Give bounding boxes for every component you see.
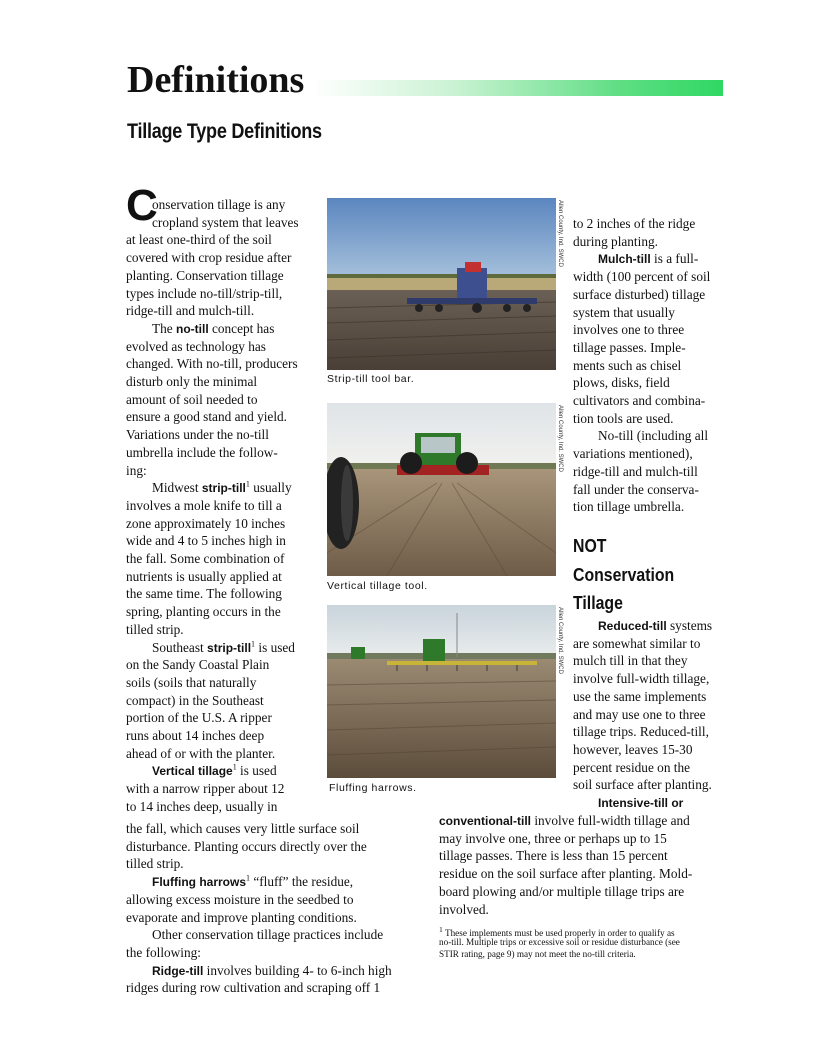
text-run: compact) in the Southeast [126,692,264,708]
text-run: fall under the conserva- [573,481,699,497]
text-run: percent residue on the [573,759,691,775]
text-line [126,267,284,285]
text-line [598,427,708,445]
text-run: evaporate and improve planting conditions. [126,909,357,925]
text-run: tillage trips. Reduced-till, [573,724,709,740]
text-run: Variations under the no-till [126,427,269,443]
text-run: soil surface after planting. [573,777,712,793]
text-run: width (100 percent of soil [573,269,711,285]
text-run: allowing excess moisture in the seedbed to [126,891,354,907]
text-line [126,515,285,533]
text-run: planting. Conservation tillage [126,267,284,283]
text-line [573,635,700,653]
text-line [152,873,353,891]
text-run: the fall, which causes very little surface soil [126,821,360,836]
page-subtitle: Tillage Type Definitions [127,120,322,143]
text-line [598,617,712,635]
text-run: is used [236,763,277,779]
term-bold: Mulch-till [598,252,651,267]
text-line [126,838,367,856]
footnote-marker: 1 [439,925,443,934]
text-run: at least one-third of the soil [126,232,272,248]
text-line [126,745,275,763]
text-line [573,741,692,759]
text-line [126,497,282,515]
text-run: soils (soils that naturally [126,674,257,690]
footnote-marker: 1 [232,762,237,772]
text-run: ridge-till and mulch-till. [126,303,255,319]
text-line [126,355,298,373]
text-line [439,936,680,948]
text-line [439,847,668,865]
text-line [126,621,184,639]
text-line [126,603,281,621]
text-line [126,674,256,692]
text-line [573,688,706,706]
photo-caption: Vertical tillage tool. [327,580,428,592]
text-line [126,585,282,603]
text-line [126,727,264,745]
text-line [152,962,392,980]
text-line [126,568,282,586]
text-run: ridge-till and mulch-till [573,463,698,479]
text-line [439,901,489,919]
term-bold: strip-till [207,640,252,655]
text-run: involves building 4- to 6-inch high [203,962,392,978]
term-bold: Ridge-till [152,963,204,978]
text-line [573,339,686,357]
text-run: plows, disks, field [573,375,670,391]
text-line [126,285,282,303]
text-run: the following: [126,944,201,960]
text-line [126,909,357,927]
text-run: Southeast [152,639,208,655]
text-line [573,670,709,688]
text-run: however, leaves 15-30 [573,741,693,757]
text-line [439,812,690,830]
text-line [126,709,272,727]
text-line [598,250,698,268]
text-run: ridges during row cultivation and scraping off 1 [126,980,381,996]
text-line [573,215,695,233]
text-line [573,706,706,724]
text-run: changed. With no-till, producers [126,356,298,372]
text-run: disturbance. Planting occurs directly over the [126,838,367,854]
term-bold: Intensive-till or [598,796,684,810]
text-line [152,320,274,338]
text-run: amount of soil needed to [126,391,258,407]
text-run: involved. [439,901,489,917]
text-line [126,891,353,909]
text-line [126,692,264,710]
term-bold: Fluffing harrows [152,875,246,890]
text-line [573,410,673,428]
text-run: variations mentioned), [573,446,693,462]
footnote-marker: 1 [245,479,250,489]
text-run: runs about 14 inches deep [126,728,265,743]
text-run: ments such as chisel [573,357,682,373]
text-run: wide and 4 to 5 inches high in [126,533,286,549]
title-gradient-bar [312,80,723,96]
text-run: spring, planting occurs in the [126,604,281,620]
footnote-marker: 1 [246,873,250,883]
text-run: to 2 inches of the ridge [573,216,696,231]
drop-cap: C [126,181,158,230]
text-line [573,357,681,375]
text-line [573,233,658,251]
text-run: Other conservation tillage practices include [152,927,384,943]
text-run: concept has [208,320,275,336]
text-line [573,463,698,481]
text-run: ing: [126,462,147,478]
text-line [126,249,291,267]
text-line [573,652,687,670]
text-run: nutrients is usually applied at [126,568,282,584]
text-line [152,926,383,944]
text-line [126,231,272,249]
text-line [126,408,287,426]
text-line [126,820,359,838]
photo-fluffing-harrows [327,605,556,778]
text-run: usually [249,480,292,496]
text-run: residue on the soil surface after planting. Mold- [439,866,693,882]
text-run: systems [666,618,713,633]
text-run: These implements must be used properly in order to qualify as [442,928,675,939]
text-run: No-till (including all [598,428,709,444]
text-run: “fluff” the residue, [250,874,354,890]
text-run: system that usually [573,304,675,320]
text-run: the fall. Some combination of [126,551,285,566]
text-line [126,373,257,391]
text-line [126,302,254,320]
text-run: disturb only the minimal [126,374,258,389]
photo-vertical-tillage-tool [327,403,556,576]
text-line [573,759,690,777]
text-line [152,479,292,497]
text-run: with a narrow ripper about 12 [126,781,285,797]
text-line [152,214,299,232]
text-run: is a full- [650,251,699,267]
text-run: ahead of or with the planter. [126,745,276,761]
text-run: cultivators and combina- [573,393,706,408]
text-run: during planting. [573,233,658,249]
text-run: onservation tillage is any [152,197,286,212]
text-run: to 14 inches deep, usually in [126,798,278,814]
text-run: umbrella include the follow- [126,444,278,460]
text-run: the same time. The following [126,586,282,602]
text-line [126,550,284,568]
text-run: involves a mole knife to till a [126,497,282,513]
text-line [126,391,257,409]
text-run: may involve one, three or perhaps up to 15 [439,830,667,846]
text-run: on the Sandy Coastal Plain [126,657,270,673]
text-run: tion tools are used. [573,410,674,426]
photo-caption: Strip-till tool bar. [327,373,415,385]
term-bold: Vertical tillage [152,764,233,779]
text-line [126,944,201,962]
text-run: cropland system that leaves [152,214,299,230]
text-run: and may use one to three [573,706,706,722]
text-line [573,374,670,392]
text-run: Midwest [152,480,202,496]
text-line [573,445,693,463]
text-line [126,462,147,480]
photo-credit: Allen County, Ind. SWCD [557,405,563,472]
text-line [126,444,278,462]
photo-credit: Allen County, Ind. SWCD [557,200,563,267]
text-line [126,855,184,873]
text-line [439,883,684,901]
text-line [573,776,712,794]
text-run: portion of the U.S. A ripper [126,710,272,726]
term-bold: Reduced-till [598,619,667,633]
photo-credit: Allen County, Ind. SWCD [557,607,563,674]
text-run: The [152,320,176,336]
text-line [439,948,636,960]
heading-not: NOT [573,536,607,556]
text-run: involves one to three [573,322,685,338]
heading-conservation: Conservation [573,565,675,585]
text-line [126,656,269,674]
text-line [573,304,675,322]
text-line [152,639,295,657]
text-run: covered with crop residue after [126,250,292,266]
page-title: Definitions [127,59,305,101]
text-line [573,723,709,741]
text-line [126,979,380,997]
text-run: tion tillage umbrella. [573,499,685,515]
footnote-marker: 1 [251,639,256,649]
heading-tillage: Tillage [573,593,623,613]
text-line [126,338,266,356]
term-bold: conventional-till [439,814,532,828]
text-line [573,268,710,286]
text-line [439,830,667,848]
text-run: tilled strip. [126,856,184,872]
text-run: tilled strip. [126,621,184,637]
text-line [126,426,269,444]
text-run: is used [255,639,295,655]
text-line [152,196,285,214]
term-bold: strip-till [201,481,246,496]
text-run: are somewhat similar to [573,635,701,651]
text-run: no-till. Multiple trips or excessive soil or residue disturbance (see [439,937,680,947]
text-run: types include no-till/strip-till, [126,285,283,301]
photo-strip-till-tool-bar [327,198,556,370]
text-run: ensure a good stand and yield. [126,409,287,425]
text-run: board plowing and/or multiple tillage trips are [439,883,685,899]
text-line [439,865,692,883]
text-run: evolved as technology has [126,338,266,354]
photo-caption: Fluffing harrows. [329,782,417,794]
text-run: zone approximately 10 inches [126,515,286,531]
text-line [126,780,284,798]
text-line [573,321,684,339]
text-run: tillage passes. There is less than 15 percent [439,848,668,864]
text-run: tillage passes. Imple- [573,339,686,355]
text-run: involve full-width tillage and [531,813,690,828]
text-line [598,794,683,812]
text-run: involve full-width tillage, [573,671,710,687]
text-line [126,798,277,816]
text-line [126,532,286,550]
text-run: mulch till in that they [573,653,688,669]
text-line [152,762,277,780]
text-line [573,392,705,410]
text-run: use the same implements [573,688,707,704]
text-run: surface disturbed) tillage [573,286,706,302]
text-run: STIR rating, page 9) may not meet the no-till criteria. [439,949,636,959]
text-line [573,481,699,499]
text-line [573,498,684,516]
term-bold: no-till [176,321,209,336]
text-line [573,286,705,304]
